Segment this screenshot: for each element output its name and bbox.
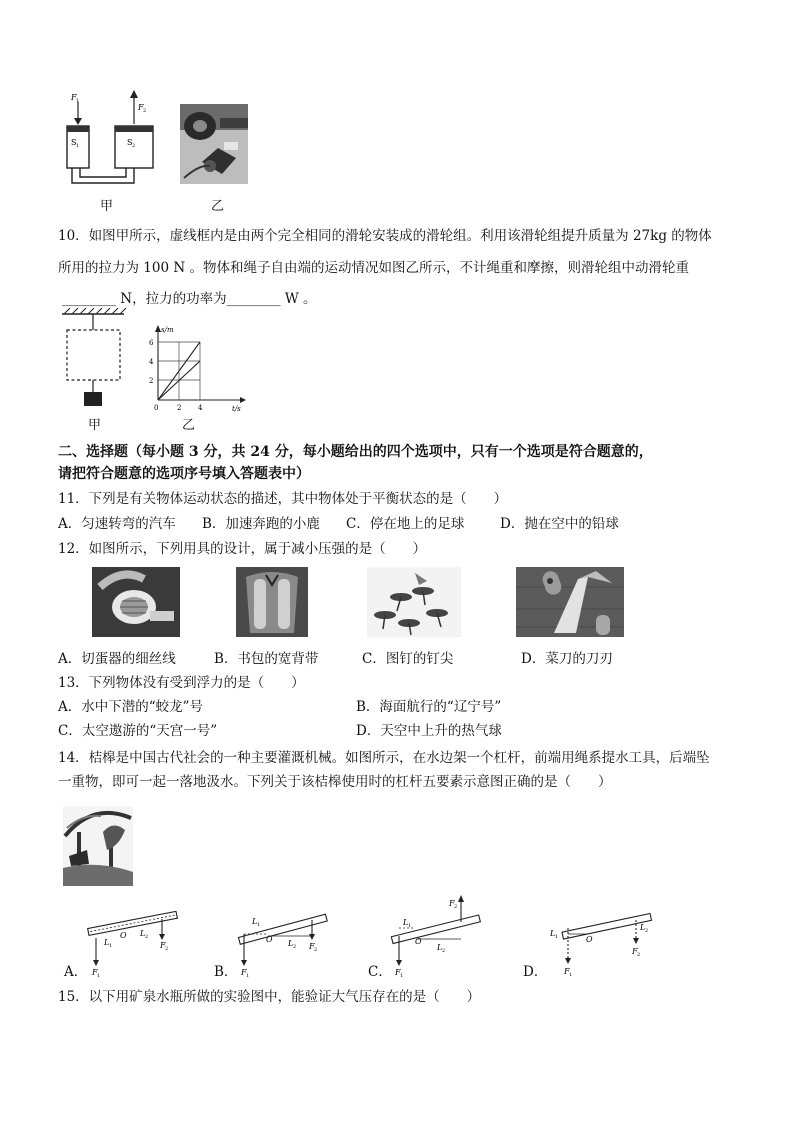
lever-c-f1: F xyxy=(395,968,401,977)
graph-x-tick: 4 xyxy=(198,404,203,412)
lever-d-fulcrum: O xyxy=(586,935,593,944)
fig9-caption-a: 甲 xyxy=(100,199,114,214)
q12-stem: 12．如图所示，下列用具的设计，属于减小压强的是（ ） xyxy=(58,541,427,557)
q11-option-d: D．抛在空中的铅球 xyxy=(500,516,619,532)
lever-b-l2-sub: 2 xyxy=(293,944,297,950)
lever-a-l1: L xyxy=(104,938,110,947)
fig9-caption-b: 乙 xyxy=(211,199,225,214)
q13-stem: 13．下列物体没有受到浮力的是（ ） xyxy=(58,675,305,691)
lever-a-l1-sub: 1 xyxy=(109,943,113,949)
lever-b-fulcrum: O xyxy=(266,935,273,944)
f1-label: F xyxy=(71,93,77,102)
section2-heading-line2: 请把符合题意的选项序号填入答题表中） xyxy=(58,466,310,482)
lever-a-f1-sub: 1 xyxy=(97,973,101,978)
lever-c-fulcrum: O xyxy=(415,937,422,946)
distance-time-graph xyxy=(140,320,255,412)
thumbtack-photo xyxy=(367,567,461,637)
lever-d-f1: F xyxy=(564,967,570,976)
graph-y-axis-label: s/m xyxy=(161,326,174,334)
lever-diagram-b xyxy=(232,898,332,978)
lever-d-l1: L xyxy=(550,929,556,938)
lever-d-f2-sub: 2 xyxy=(637,952,641,958)
lever-diagram-c xyxy=(385,892,485,978)
q11-option-c: C．停在地上的足球 xyxy=(346,516,465,532)
graph-x-tick: 2 xyxy=(177,404,182,412)
lever-a-l2: L xyxy=(140,929,146,938)
lever-b-l1: L xyxy=(252,917,258,926)
lever-diagram-a xyxy=(82,898,182,978)
lever-d-l1-sub: 1 xyxy=(555,934,559,940)
q14-option-d-label: D． xyxy=(523,964,548,980)
q13-option-d: D．天空中上升的热气球 xyxy=(356,723,502,739)
lever-diagram-d xyxy=(546,898,656,978)
lever-d-f2: F xyxy=(632,947,638,956)
car-jack-photo xyxy=(180,104,248,184)
q14-line1: 14．桔槔是中国古代社会的一种主要灌溉机械。如图所示，在水边架一个杠杆，前端用绳系提水工具，后端坠 xyxy=(58,750,710,766)
lever-c-f1-sub: 1 xyxy=(400,973,404,978)
jiegao-well-sweep-photo xyxy=(63,806,133,886)
q12-option-d: D．菜刀的刀刃 xyxy=(521,651,613,667)
s2-label-sub: 2 xyxy=(132,143,136,149)
q11-option-a: A．匀速转弯的汽车 xyxy=(58,516,176,532)
lever-c-l2: L xyxy=(437,943,443,952)
q12-option-c: C．图钉的钉尖 xyxy=(362,651,454,667)
lever-d-l2: L xyxy=(640,923,646,932)
lever-b-l2: L xyxy=(288,939,294,948)
lever-a-f1: F xyxy=(92,968,98,977)
f2-label: F xyxy=(138,103,144,112)
lever-a-f2-sub: 2 xyxy=(165,946,169,952)
q14-option-b-label: B． xyxy=(214,964,238,980)
lever-c-f2-sub: 2 xyxy=(454,904,458,910)
graph-x-axis-label: t/s xyxy=(232,405,241,412)
q13-option-b: B．海面航行的“辽宁号” xyxy=(356,699,502,715)
q13-option-c: C．太空遨游的“天宫一号” xyxy=(58,723,218,739)
lever-b-f1: F xyxy=(241,968,247,977)
f1-label-sub: 1 xyxy=(76,98,80,104)
kitchen-knife-photo xyxy=(516,567,624,637)
lever-b-l1-sub: 1 xyxy=(257,922,261,928)
hydraulic-press-diagram xyxy=(58,88,163,188)
graph-y-tick: 2 xyxy=(149,377,154,385)
lever-d-f1-sub: 1 xyxy=(569,972,573,978)
q14-option-c-label: C． xyxy=(368,964,392,980)
q11-option-b: B．加速奔跑的小鹿 xyxy=(202,516,320,532)
lever-c-f2: F xyxy=(449,899,455,908)
s1-label-sub: 1 xyxy=(76,143,80,149)
q10-line2: 所用的拉力为 100 N 。物体和绳子自由端的运动情况如图乙所示，不计绳重和摩擦，则滑轮组中动滑轮重 xyxy=(58,260,689,276)
lever-c-l1-sub: 1 xyxy=(408,923,412,929)
q14-line2: 一重物，即可一起一落地汲水。下列关于该桔槔使用时的杠杆五要素示意图正确的是（ ） xyxy=(58,774,612,790)
s2-label: S xyxy=(127,138,133,147)
graph-y-tick: 4 xyxy=(149,358,154,366)
lever-b-f2-sub: 2 xyxy=(314,947,318,953)
s1-label: S xyxy=(71,138,77,147)
lever-a-f2: F xyxy=(160,941,166,950)
lever-b-f1-sub: 1 xyxy=(246,973,250,978)
q12-option-a: A．切蛋器的细丝线 xyxy=(58,651,176,667)
section2-heading-line1: 二、选择题（每小题 3 分，共 24 分，每小题给出的四个选项中，只有一个选项是符合题意的， xyxy=(58,444,653,460)
q11-stem: 11．下列是有关物体运动状态的描述，其中物体处于平衡状态的是（ ） xyxy=(58,491,508,507)
lever-a-fulcrum: O xyxy=(120,931,127,940)
egg-slicer-photo xyxy=(92,567,180,637)
q14-option-a-label: A． xyxy=(64,964,88,980)
q12-option-b: B．书包的宽背带 xyxy=(214,651,319,667)
q13-option-a: A．水中下潜的“蛟龙”号 xyxy=(58,699,204,715)
graph-x-tick: 0 xyxy=(154,404,159,412)
lever-c-l1: L xyxy=(403,918,409,927)
graph-y-tick: 6 xyxy=(149,339,154,347)
backpack-strap-photo xyxy=(236,567,308,637)
f2-label-sub: 2 xyxy=(143,108,147,114)
q10-caption-a: 甲 xyxy=(88,418,102,433)
q10-line1: 10．如图甲所示，虚线框内是由两个完全相同的滑轮安装成的滑轮组。利用该滑轮组提升质量为 27kg 的物体 xyxy=(58,228,712,244)
q15-stem: 15．以下用矿泉水瓶所做的实验图中，能验证大气压存在的是（ ） xyxy=(58,989,481,1005)
q10-line3: ________ N，拉力的功率为________ W 。 xyxy=(62,291,317,307)
q10-caption-b: 乙 xyxy=(182,418,196,433)
lever-d-l2-sub: 2 xyxy=(645,928,649,934)
lever-c-l2-sub: 2 xyxy=(442,948,446,954)
lever-b-f2: F xyxy=(309,942,315,951)
pulley-block-diagram xyxy=(58,308,130,410)
lever-a-l2-sub: 2 xyxy=(145,934,149,940)
